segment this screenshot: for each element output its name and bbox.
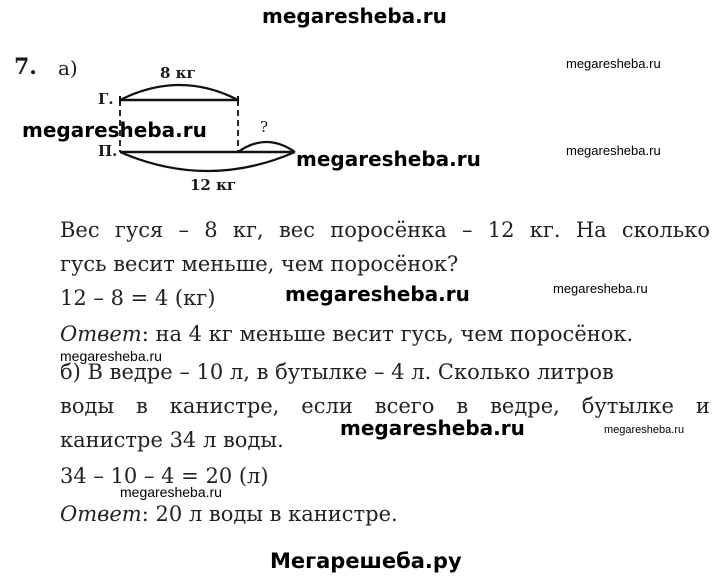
answer-text: : 20 л воды в канистре. [141, 502, 398, 526]
watermark: megaresheba.ru [553, 281, 648, 296]
word: канистре, [169, 394, 280, 418]
watermark: megaresheba.ru [120, 484, 222, 500]
word: кг, [232, 218, 264, 242]
word: воды [60, 394, 115, 418]
word: 8 [204, 218, 218, 242]
answer-label: Ответ [60, 502, 142, 526]
word: – [462, 218, 473, 242]
word: гуся [114, 218, 164, 242]
difference-arc [238, 142, 295, 152]
answer-label: Ответ [60, 322, 142, 346]
watermark: megaresheba.ru [285, 282, 470, 306]
watermark: megaresheba.ru [60, 348, 162, 364]
word: вес [278, 218, 315, 242]
unknown-label: ? [260, 118, 269, 136]
word: в [136, 394, 148, 418]
part-a-calculation: 12 – 8 = 4 (кг) [60, 286, 216, 310]
bottom-value-label: 12 кг [190, 176, 237, 194]
answer-text: : на 4 кг меньше весит гусь, чем поросёнок. [141, 322, 634, 346]
word: всего [374, 394, 435, 418]
word: 12 [487, 218, 515, 242]
word: Вес [60, 218, 100, 242]
word: На [575, 218, 607, 242]
watermark: megaresheba.ru [296, 147, 481, 171]
task-number: 7. [14, 54, 37, 80]
word: в [456, 394, 469, 418]
word: кг. [529, 218, 561, 242]
top-arc [120, 85, 238, 100]
footer-watermark: Мегарешеба.ру [270, 549, 462, 573]
watermark: megaresheba.ru [340, 416, 525, 440]
word: ведре, [490, 394, 560, 418]
goose-row-label: Г. [98, 90, 114, 108]
part-b-line-1: б) В ведре – 10 л, в бутылке – 4 л. Сколько литров [60, 360, 614, 384]
watermark: megaresheba.ru [566, 56, 661, 71]
word: и [695, 394, 710, 418]
top-value-label: 8 кг [160, 64, 196, 82]
word: сколько [621, 218, 710, 242]
word: – [178, 218, 189, 242]
word: бутылке [581, 394, 674, 418]
part-a-line-2: гусь весит меньше, чем поросёнок? [60, 252, 459, 276]
word: если [301, 394, 353, 418]
watermark: megaresheba.ru [566, 143, 661, 158]
part-b-line-3: канистре 34 л воды. [60, 428, 284, 452]
word: поросёнка [330, 218, 447, 242]
watermark: megaresheba.ru [604, 424, 685, 436]
part-a-line-1 [60, 218, 710, 242]
part-b-calculation: 34 – 10 – 4 = 20 (л) [60, 464, 269, 488]
part-a-answer [60, 322, 633, 346]
part-b-line-2 [60, 394, 710, 418]
header-watermark: megaresheba.ru [262, 4, 447, 28]
part-a-label: а) [58, 56, 78, 80]
piglet-row-label: П. [98, 142, 118, 160]
watermark: megaresheba.ru [22, 118, 207, 142]
part-b-answer [60, 502, 398, 526]
bottom-arc [120, 152, 295, 171]
